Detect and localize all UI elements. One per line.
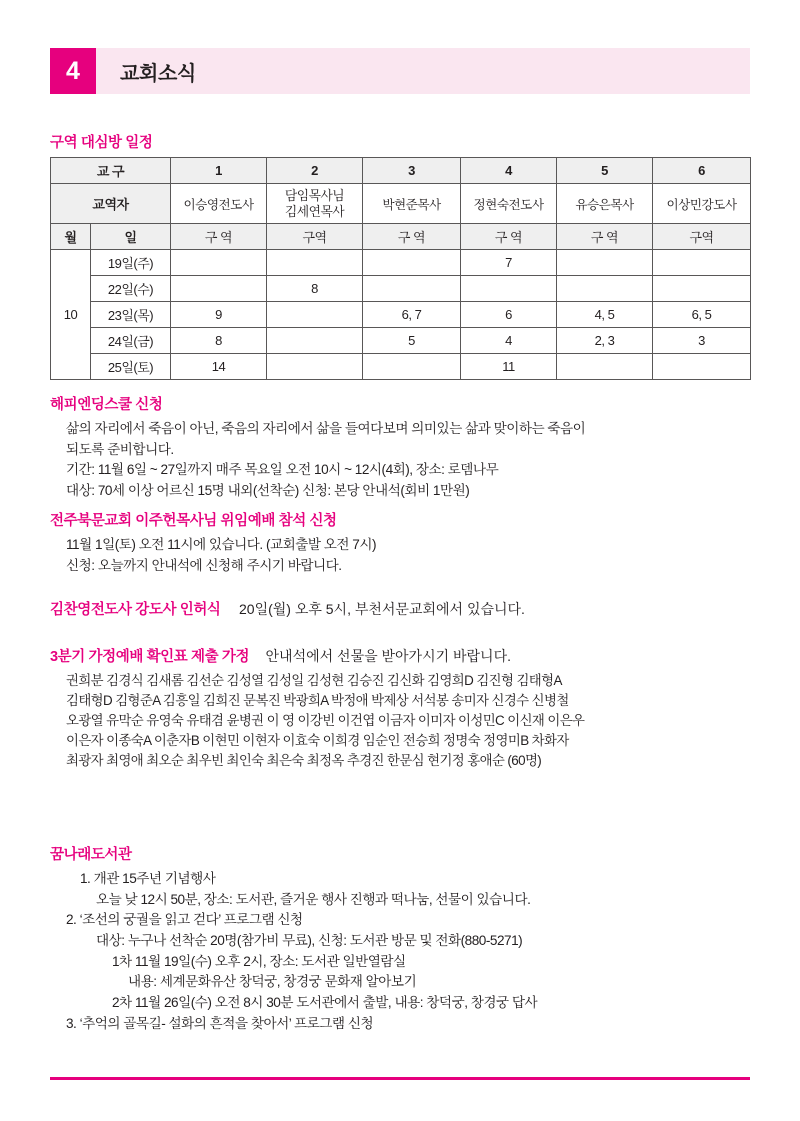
cell-value bbox=[363, 276, 461, 302]
table-row bbox=[51, 328, 751, 354]
home-worship-heading: 3분기 가정예배 확인표 제출 가정 bbox=[50, 649, 250, 665]
cell-value: 7 bbox=[461, 250, 557, 276]
section-header bbox=[50, 48, 750, 94]
cell-minister-2-line1: 담임목사님 bbox=[284, 188, 345, 204]
jeonju-line-1: 11월 1일(토) 오전 11시에 있습니다. (교회출발 오전 7시) bbox=[66, 537, 377, 552]
cell-value: 4, 5 bbox=[557, 302, 653, 328]
cell-value: 11 bbox=[461, 354, 557, 380]
library-item-4: 대상: 누구나 선착순 20명(참가비 무료), 신청: 도서관 방문 및 전화(880-5271) bbox=[96, 932, 523, 948]
header-cell-district-4: 4 bbox=[461, 158, 557, 184]
cell-value: 6 bbox=[461, 302, 557, 328]
cell-minister-6: 이상민강도사 bbox=[653, 184, 751, 224]
header-cell-district-6: 6 bbox=[653, 158, 751, 184]
cell-day: 22일(수) bbox=[91, 276, 171, 302]
cell-value: 6, 5 bbox=[653, 302, 751, 328]
cell-value bbox=[267, 328, 363, 354]
schedule-heading: 구역 대심방 일정 bbox=[50, 135, 153, 151]
cell-value: 9 bbox=[171, 302, 267, 328]
cell-day: 23일(목) bbox=[91, 302, 171, 328]
cell-value: 8 bbox=[267, 276, 363, 302]
header-cell-day: 일 bbox=[91, 224, 171, 250]
cell-value bbox=[461, 276, 557, 302]
section-jeonju bbox=[50, 509, 760, 576]
cell-day: 24일(금) bbox=[91, 328, 171, 354]
header-cell-district-5: 5 bbox=[557, 158, 653, 184]
home-worship-names-5: 최광자 최영애 최오순 최우빈 최인숙 최은숙 최정옥 추경진 한문심 현기정 홍애순 (60명) bbox=[66, 753, 542, 769]
subheader-cell-2: 구역 bbox=[267, 224, 363, 250]
table-row-ministers bbox=[51, 184, 751, 224]
subheader-cell-6: 구역 bbox=[653, 224, 751, 250]
subheader-cell-1: 구 역 bbox=[171, 224, 267, 250]
library-item-2: 오늘 낮 12시 50분, 장소: 도서관, 즐거운 행사 진행과 떡나눔, 선물이 있습니다. bbox=[96, 891, 531, 907]
home-worship-names-3: 오광열 유막순 유영숙 유태겸 윤병권 이 영 이강빈 이건엽 이금자 이미자 이성민C 이신재 이은우 bbox=[66, 713, 585, 729]
table-row bbox=[51, 302, 751, 328]
cell-value: 14 bbox=[171, 354, 267, 380]
jeonju-line-2: 신청: 오늘까지 안내석에 신청해 주시기 바랍니다. bbox=[66, 557, 342, 573]
library-item-5: 1차 11월 19일(수) 오후 2시, 장소: 도서관 일반열람실 bbox=[112, 953, 406, 969]
cell-value: 6, 7 bbox=[363, 302, 461, 328]
cell-value bbox=[557, 250, 653, 276]
jeonju-heading: 전주북문교회 이주헌목사님 위임예배 참석 신청 bbox=[50, 513, 337, 529]
cell-value bbox=[267, 354, 363, 380]
section-library bbox=[50, 843, 770, 1034]
subheader-cell-3: 구 역 bbox=[363, 224, 461, 250]
ordination-note: 20일(월) 오후 5시, 부천서문교회에서 있습니다. bbox=[239, 601, 525, 617]
library-heading: 꿈나래도서관 bbox=[50, 847, 132, 863]
table-row-subheader bbox=[51, 224, 751, 250]
library-item-6: 내용: 세계문화유산 창덕궁, 창경궁 문화재 알아보기 bbox=[128, 974, 417, 990]
cell-value bbox=[557, 354, 653, 380]
subheader-cell-4: 구 역 bbox=[461, 224, 557, 250]
cell-value bbox=[267, 250, 363, 276]
cell-value: 5 bbox=[363, 328, 461, 354]
ordination-heading: 김찬영전도사 강도사 인허식 bbox=[50, 602, 221, 618]
page-title: 교회소식 bbox=[120, 62, 197, 85]
cell-value bbox=[557, 276, 653, 302]
home-worship-names-2: 김태형D 김형준A 김흥일 김희진 문복진 박광희A 박정애 박제상 서석봉 송미자 신경수 신병철 bbox=[66, 693, 569, 709]
section-ordination bbox=[50, 598, 760, 619]
cell-value bbox=[267, 302, 363, 328]
happy-ending-line-1: 삶의 자리에서 죽음이 아닌, 죽음의 자리에서 삶을 들여다보며 의미있는 삶과 맞이하는 죽음이 bbox=[66, 421, 586, 436]
cell-value bbox=[171, 250, 267, 276]
cell-day: 19일(주) bbox=[91, 250, 171, 276]
cell-month: 10 bbox=[51, 250, 91, 380]
cell-day: 25일(토) bbox=[91, 354, 171, 380]
cell-value: 4 bbox=[461, 328, 557, 354]
happy-ending-line-4: 대상: 70세 이상 어르신 15명 내외(선착순) 신청: 본당 안내석(회비 1만원) bbox=[66, 482, 470, 498]
happy-ending-heading: 해피엔딩스쿨 신청 bbox=[50, 397, 163, 413]
cell-minister-1: 이승영전도사 bbox=[171, 184, 267, 224]
home-worship-names-4: 이은자 이종숙A 이춘자B 이현민 이현자 이효숙 이희경 임순인 전승희 정명숙 정영미B 차화자 bbox=[66, 733, 569, 749]
cell-value: 3 bbox=[653, 328, 751, 354]
happy-ending-line-3: 기간: 11월 6일 ~ 27일까지 매주 목요일 오전 10시 ~ 12시(4회), 장소: 로뎀나무 bbox=[66, 462, 499, 478]
section-home-worship bbox=[50, 645, 770, 772]
header-cell-month: 월 bbox=[51, 224, 91, 250]
header-cell-district-2: 2 bbox=[267, 158, 363, 184]
library-item-3: 2. ‘조선의 궁궐을 읽고 걷다’ 프로그램 신청 bbox=[66, 912, 303, 928]
cell-minister-3: 박현준목사 bbox=[363, 184, 461, 224]
cell-value: 8 bbox=[171, 328, 267, 354]
cell-minister-2-line2: 김세연목사 bbox=[284, 203, 345, 219]
table-row bbox=[51, 354, 751, 380]
cell-value: 2, 3 bbox=[557, 328, 653, 354]
cell-value bbox=[653, 250, 751, 276]
header-cell-district-1: 1 bbox=[171, 158, 267, 184]
header-cell-district-3: 3 bbox=[363, 158, 461, 184]
cell-value bbox=[363, 354, 461, 380]
cell-minister-4: 정현숙전도사 bbox=[461, 184, 557, 224]
library-item-8: 3. ‘추억의 골목길- 설화의 흔적을 찾아서’ 프로그램 신청 bbox=[66, 1015, 374, 1031]
table-row bbox=[51, 250, 751, 276]
library-item-1: 1. 개관 15주년 기념행사 bbox=[80, 871, 216, 886]
header-cell-gugu: 교 구 bbox=[51, 158, 171, 184]
table-row-district bbox=[51, 158, 751, 184]
happy-ending-line-2: 되도록 준비합니다. bbox=[66, 441, 174, 457]
home-worship-names-1: 권희분 김경식 김새롬 김선순 김성열 김성일 김성현 김승진 김신화 김영희D 김진형 김태형A bbox=[66, 673, 562, 688]
cell-value bbox=[653, 276, 751, 302]
cell-value bbox=[653, 354, 751, 380]
header-number: 4 bbox=[50, 48, 96, 94]
home-worship-note: 안내석에서 선물을 받아가시기 바랍니다. bbox=[265, 648, 511, 664]
cell-value bbox=[363, 250, 461, 276]
schedule-table-wrap bbox=[50, 157, 751, 380]
cell-minister-2 bbox=[267, 184, 363, 224]
schedule-table bbox=[50, 157, 751, 380]
cell-minister-5: 유승은목사 bbox=[557, 184, 653, 224]
section-happy-ending bbox=[50, 393, 760, 502]
header-cell-minister-label: 교역자 bbox=[51, 184, 171, 224]
cell-value bbox=[171, 276, 267, 302]
library-item-7: 2차 11월 26일(수) 오전 8시 30분 도서관에서 출발, 내용: 창덕궁, 창경궁 답사 bbox=[112, 994, 538, 1010]
table-row bbox=[51, 276, 751, 302]
footer-divider bbox=[50, 1077, 750, 1080]
subheader-cell-5: 구 역 bbox=[557, 224, 653, 250]
home-worship-heading-row bbox=[50, 645, 770, 666]
